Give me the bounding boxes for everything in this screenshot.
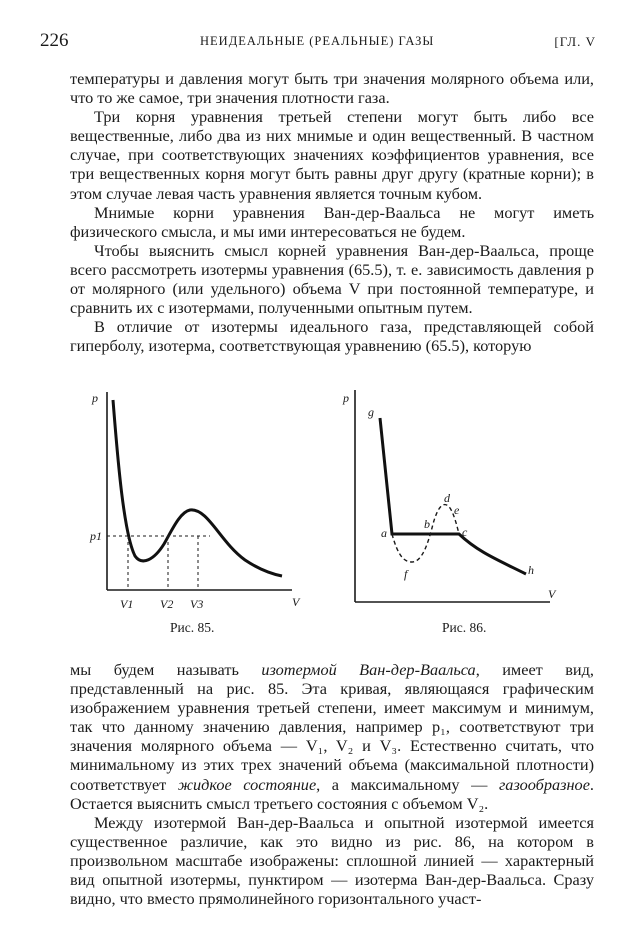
fig85-v3-label: V3 [190, 597, 204, 611]
fig86-g-label: g [368, 405, 374, 419]
fig85-plot [80, 384, 310, 616]
running-title: НЕИДЕАЛЬНЫЕ (РЕАЛЬНЫЕ) ГАЗЫ [200, 34, 435, 48]
paragraph: Между изотермой Ван-дер-Ваальса и опытной изотермой имеется существенное различие, как это видно из рис. 86, на котором в произвольном масштабе изображены: сплошной линией — характерный вид опытной изотермы, пунктиром — изотерма Ван-дер-Ваальса. Сразу видно, что вместо прямолинейного горизонтального участ- [70, 812, 594, 909]
text-run: . Остается выяснить смысл третьего состояния с объемом V₂. [70, 774, 594, 813]
emphasis: газообразное [498, 774, 590, 794]
text-run: , имеет вид, представленный на рис. 85. Эта кривая, являющаяся графическим изображением уравнения третьей степени, имеет максимум и минимум, так что данному значению давления, например p₁, соответствуют три значения молярного объема — V₁, V₂ и V₃. Естественно считать, что минимальному из этих трех значений объема (максимальной плотности) соответствует [70, 660, 595, 794]
fig86-v-label: V [548, 587, 556, 601]
fig86-d-label: d [444, 491, 450, 505]
fig85-caption: Рис. 85. [170, 620, 215, 635]
paragraph: Три корня уравнения третьей степени могут быть либо все вещественные, либо два из них мнимые и один вещественный. В частном случае, при соответствующих значениях коэффициентов уравнения, все три вещественных корня могут быть равны друг другу (кратные корни); в этом случае левая часть уравнения является точным кубом. [70, 107, 594, 203]
fig85-p-label: p [92, 391, 98, 405]
fig85-p1-label: p1 [90, 529, 102, 543]
figures-row [70, 384, 600, 644]
fig86-e-label: e [454, 503, 460, 517]
fig85-v2-label: V2 [160, 597, 174, 611]
top-text-block [70, 69, 594, 355]
fig85-v-label: V [292, 595, 300, 609]
fig86-plot [338, 384, 568, 616]
fig86-experimental-isotherm [380, 418, 526, 574]
emphasis: изотермой Ван-дер-Ваальса [261, 660, 476, 679]
fig85-v1-label: V1 [120, 597, 134, 611]
paragraph [70, 660, 594, 813]
fig86-p-label: p [343, 391, 349, 405]
text-run: мы будем называть [70, 660, 262, 679]
emphasis: жидкое состояние [177, 774, 317, 794]
paragraph: температуры и давления могут быть три значения молярного объема или, что то же самое, три значения плотности газа. [70, 69, 594, 108]
figure-86 [338, 384, 568, 635]
bottom-text-block [70, 660, 594, 908]
page-header [40, 30, 596, 54]
paragraph: Мнимые корни уравнения Ван-дер-Ваальса не могут иметь физического смысла, и мы ими интересоваться не будем. [70, 202, 594, 241]
chapter-label: [ГЛ. V [554, 34, 596, 49]
fig86-b-label: b [424, 517, 430, 531]
fig86-c-label: c [462, 525, 468, 539]
fig86-h-label: h [528, 563, 534, 577]
fig86-caption: Рис. 86. [442, 620, 487, 635]
fig86-f-label: f [404, 567, 408, 581]
paragraph: В отличие от изотермы идеального газа, представляющей собой гиперболу, изотерма, соответствующая уравнению (65.5), которую [70, 317, 594, 356]
fig86-a-label: a [381, 526, 387, 540]
text-run: , а максимальному — [316, 774, 499, 794]
figure-85 [80, 384, 310, 635]
page-number: 226 [40, 30, 69, 51]
paragraph: Чтобы выяснить смысл корней уравнения Ван-дер-Ваальса, проще всего рассмотреть изотермы уравнения (65.5), т. е. зависимость давления p от молярного (или удельного) объема V при постоянной температуре, и сравнить их с изотермами, полученными опытным путем. [70, 240, 594, 318]
